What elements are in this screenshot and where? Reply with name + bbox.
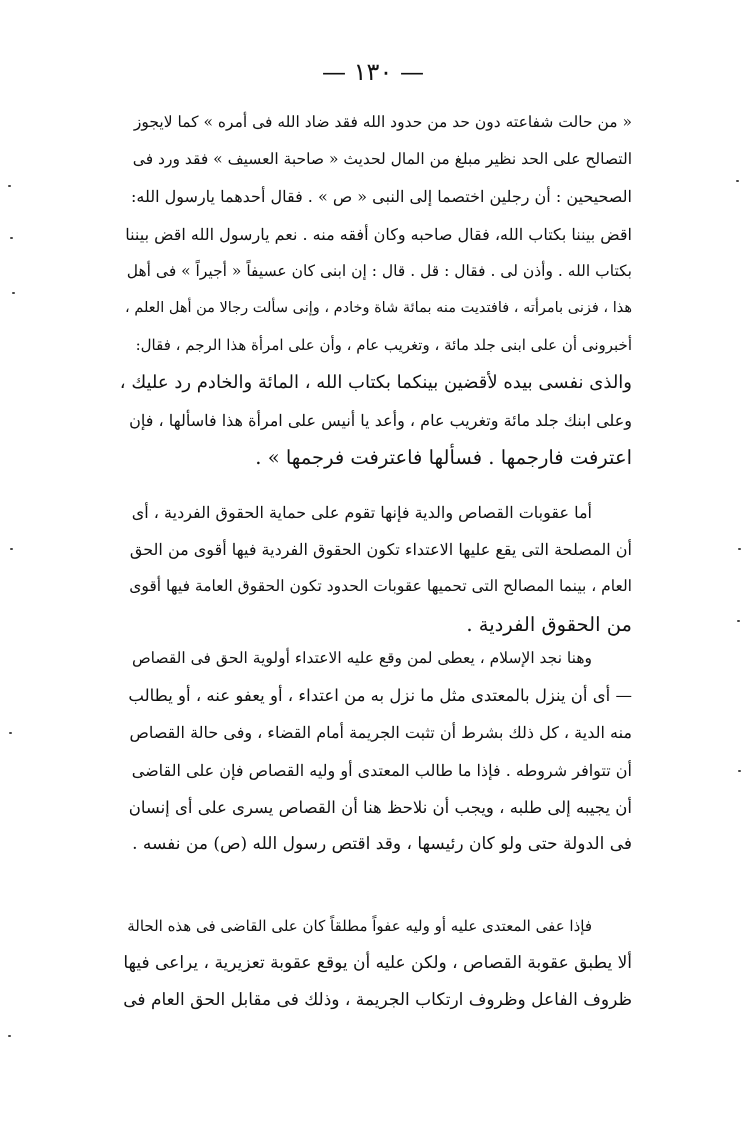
scan-speck xyxy=(737,620,740,622)
scan-speck xyxy=(10,548,13,550)
text-line: — أى أن ينزل بالمعتدى مثل ما نزل به من اعتداء ، أو يعفو عنه ، أو يطالب xyxy=(128,686,632,706)
text-line: الصحيحين : أن رجلين اختصما إلى النبى « ص » . فقال أحدهما يارسول الله: xyxy=(130,187,632,207)
paragraph-hadith xyxy=(120,104,632,476)
text-line: اعترفت فارجمها . فسألها فاعترفت فرجمها » . xyxy=(255,445,632,469)
scan-speck xyxy=(736,180,739,182)
text-line: والذى نفسى بيده لأقضين بينكما بكتاب الله ، المائة والخادم رد عليك ، xyxy=(120,372,632,394)
paragraph-victim-rights xyxy=(120,640,632,863)
text-line: العام ، بينما المصالح التى تحميها عقوبات الحدود تكون الحقوق العامة فيها أقوى xyxy=(129,577,632,596)
text-line: هذا ، فزنى بامرأته ، فافتديت منه بمائة شاة وخادم ، وإنى سألت رجالا من أهل العلم ، xyxy=(125,299,632,316)
text-line: بكتاب الله . وأذن لى . فقال : قل . قال : إن ابنى كان عسيفاً « أجيراً » فى أهل xyxy=(126,261,632,280)
text-line: أن يجيبه إلى طلبه ، ويجب أن نلاحظ هنا أن القصاص يسرى على أى إنسان xyxy=(128,797,632,817)
text-line: أن تتوافر شروطه . فإذا ما طالب المعتدى أو وليه القصاص فإن على القاضى xyxy=(131,760,632,780)
scan-speck xyxy=(738,770,741,772)
text-line: ظروف الفاعل وظروف ارتكاب الجريمة ، وذلك فى مقابل الحق العام فى xyxy=(123,990,632,1011)
text-line: التصالح على الحد نظير مبلغ من المال لحديث « صاحبة العسيف » فقد ورد فى xyxy=(132,150,632,169)
text-line: « من حالت شفاعته دون حد من حدود الله فقد ضاد الله فى أمره » كما لايجوز xyxy=(133,113,632,131)
scan-speck xyxy=(8,1035,11,1037)
text-line: اقض بيننا بكتاب الله، فقال صاحبه وكان أفقه منه . نعم يارسول الله اقض بيننا xyxy=(125,224,632,244)
scan-speck xyxy=(8,185,11,187)
text-line: وهنا نجد الإسلام ، يعطى لمن وقع عليه الاعتداء أولوية الحق فى القصاص xyxy=(131,649,592,667)
text-line: منه الدية ، كل ذلك بشرط أن تثبت الجريمة أمام القضاء ، وفى حالة القصاص xyxy=(129,723,632,743)
scan-speck xyxy=(12,292,15,294)
text-line: وعلى ابنك جلد مائة وتغريب عام ، وأعد يا أنيس على امرأة هذا فاسألها ، فإن xyxy=(129,410,632,430)
scan-speck xyxy=(738,548,741,550)
page-number: — ١٣٠ — xyxy=(322,58,424,86)
text-line: من الحقوق الفردية . xyxy=(466,612,632,636)
text-line: أن المصلحة التى يقع عليها الاعتداء تكون الحقوق الفردية فيها أقوى من الحق xyxy=(129,540,632,560)
text-line: فى الدولة حتى ولو كان رئيسها ، وقد اقتص رسول الله (ص) من نفسه . xyxy=(132,833,632,854)
text-line: أما عقوبات القصاص والدية فإنها تقوم على حماية الحقوق الفردية ، أى xyxy=(131,503,592,522)
text-line: ألا يطبق عقوبة القصاص ، ولكن عليه أن يوقع عقوبة تعزيرية ، يراعى فيها xyxy=(123,953,632,974)
text-line: أخبرونى أن على ابنى جلد مائة ، وتغريب عام ، وأن على امرأة هذا الرجم ، فقال: xyxy=(135,336,632,355)
paragraph-qisas-diya xyxy=(120,494,632,643)
text-line: فإذا عفى المعتدى عليه أو وليه عفواً مطلقاً كان على القاضى فى هذه الحالة xyxy=(127,917,592,935)
paragraph-pardon xyxy=(120,908,632,1020)
scan-speck xyxy=(10,237,13,239)
scan-speck xyxy=(9,732,12,734)
